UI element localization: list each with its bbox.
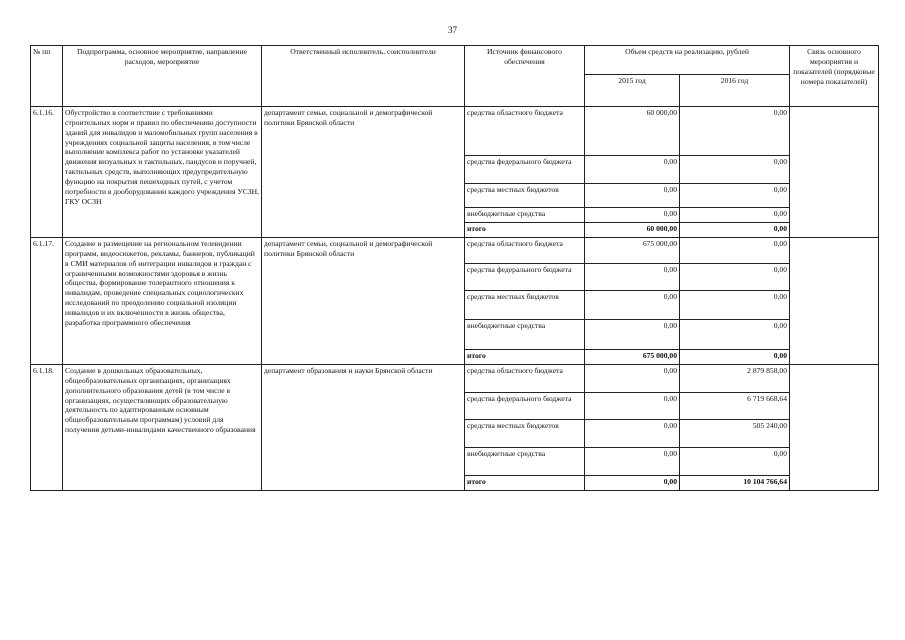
value-2015: 0,00: [585, 291, 680, 320]
value-2016: 505 240,00: [680, 420, 790, 448]
source-name: итого: [465, 350, 585, 365]
table-row: [31, 365, 879, 393]
item-number: 6.1.17.: [31, 238, 63, 365]
item-executor: департамент семьи, социальной и демографической политики Брянской области: [262, 238, 465, 365]
source-name: внебюджетные средства: [465, 208, 585, 223]
header-source: Источник финансового обеспечения: [465, 46, 585, 107]
value-2016: 0,00: [680, 448, 790, 476]
value-2016: 0,00: [680, 208, 790, 223]
value-2015: 0,00: [585, 420, 680, 448]
header-volume: Объем средств на реализацию, рублей: [585, 46, 790, 75]
value-2016: 0,00: [680, 291, 790, 320]
value-2016: 2 879 858,00: [680, 365, 790, 393]
source-name: итого: [465, 223, 585, 238]
source-name: средства местных бюджетов: [465, 420, 585, 448]
value-2015: 0,00: [585, 365, 680, 393]
link-cell: [790, 107, 879, 238]
page-number: 37: [448, 25, 457, 35]
value-2015: 60 000,00: [585, 107, 680, 156]
value-2015: 0,00: [585, 156, 680, 184]
value-2016: 10 104 766,64: [680, 476, 790, 491]
budget-table: [30, 45, 879, 491]
item-description: Обустройство в соответствие с требованиями строительных норм и правил по обеспечению доступности зданий для инвалидов и маломобильных групп населения в учреждениях социальной защиты населения, в том числе выполнение комплекса работ по установке указателей движения визуальных и тактильных, пандусов и поручней, тактильных средств, выполняющих предупредительную функцию на покрытия пешеходных путей, с учетом потребности в дооборудовании каждого учреждения УСЗН, ГКУ ОСЗН: [63, 107, 262, 238]
value-2015: 675 000,00: [585, 350, 680, 365]
header-link: Связь основного мероприятия и показателей (порядковые номера показателей): [790, 46, 879, 107]
source-name: средства федерального бюджета: [465, 393, 585, 420]
table-row: [31, 238, 879, 264]
source-name: средства федерального бюджета: [465, 156, 585, 184]
item-description: Создание и размещение на региональном телевидении программ, видеосюжетов, рекламы, баннеров, публикаций в СМИ материалов об интеграции инвалидов и граждан с ограниченными возможностями здоровья в жизнь общества, формирование толерантного отношения к инвалидам, проведение специальных социологических исследований по преодолению социальной изоляции инвалидов и их включенности в жизнь общества, разработка программного обеспечения: [63, 238, 262, 365]
value-2015: 0,00: [585, 184, 680, 208]
value-2016: 0,00: [680, 184, 790, 208]
value-2016: 0,00: [680, 238, 790, 264]
value-2015: 0,00: [585, 208, 680, 223]
source-name: средства областного бюджета: [465, 238, 585, 264]
value-2015: 0,00: [585, 320, 680, 350]
item-number: 6.1.16.: [31, 107, 63, 238]
header-no: № пп: [31, 46, 63, 107]
value-2016: 0,00: [680, 350, 790, 365]
header-2015: 2015 год: [585, 75, 680, 107]
value-2015: 0,00: [585, 448, 680, 476]
source-name: внебюджетные средства: [465, 448, 585, 476]
header-row-1: [31, 46, 879, 75]
value-2015: 60 000,00: [585, 223, 680, 238]
item-number: 6.1.18.: [31, 365, 63, 491]
source-name: средства областного бюджета: [465, 107, 585, 156]
header-executor: Ответственный исполнитель, соисполнители: [262, 46, 465, 107]
link-cell: [790, 365, 879, 491]
value-2015: 675 000,00: [585, 238, 680, 264]
link-cell: [790, 238, 879, 365]
source-name: средства местных бюджетов: [465, 184, 585, 208]
value-2016: 6 719 668,64: [680, 393, 790, 420]
item-description: Создание в дошкольных образовательных, общеобразовательных организациях, организациях дополнительного образования детей (в том числе в организациях, осуществляющих образовательную деятельность по адаптированным основным общеобразовательным программам) условий для получения детьми-инвалидами качественного образования: [63, 365, 262, 491]
source-name: средства федерального бюджета: [465, 264, 585, 291]
source-name: средства местных бюджетов: [465, 291, 585, 320]
header-2016: 2016 год: [680, 75, 790, 107]
value-2016: 0,00: [680, 320, 790, 350]
table-row: [31, 107, 879, 156]
item-executor: департамент образования и науки Брянской области: [262, 365, 465, 491]
source-name: средства областного бюджета: [465, 365, 585, 393]
header-subprogram: Подпрограмма, основное мероприятие, направление расходов, мероприятие: [63, 46, 262, 107]
source-name: внебюджетные средства: [465, 320, 585, 350]
item-executor: департамент семьи, социальной и демографической политики Брянской области: [262, 107, 465, 238]
value-2016: 0,00: [680, 107, 790, 156]
value-2016: 0,00: [680, 264, 790, 291]
value-2015: 0,00: [585, 264, 680, 291]
value-2016: 0,00: [680, 223, 790, 238]
value-2015: 0,00: [585, 393, 680, 420]
value-2016: 0,00: [680, 156, 790, 184]
source-name: итого: [465, 476, 585, 491]
value-2015: 0,00: [585, 476, 680, 491]
